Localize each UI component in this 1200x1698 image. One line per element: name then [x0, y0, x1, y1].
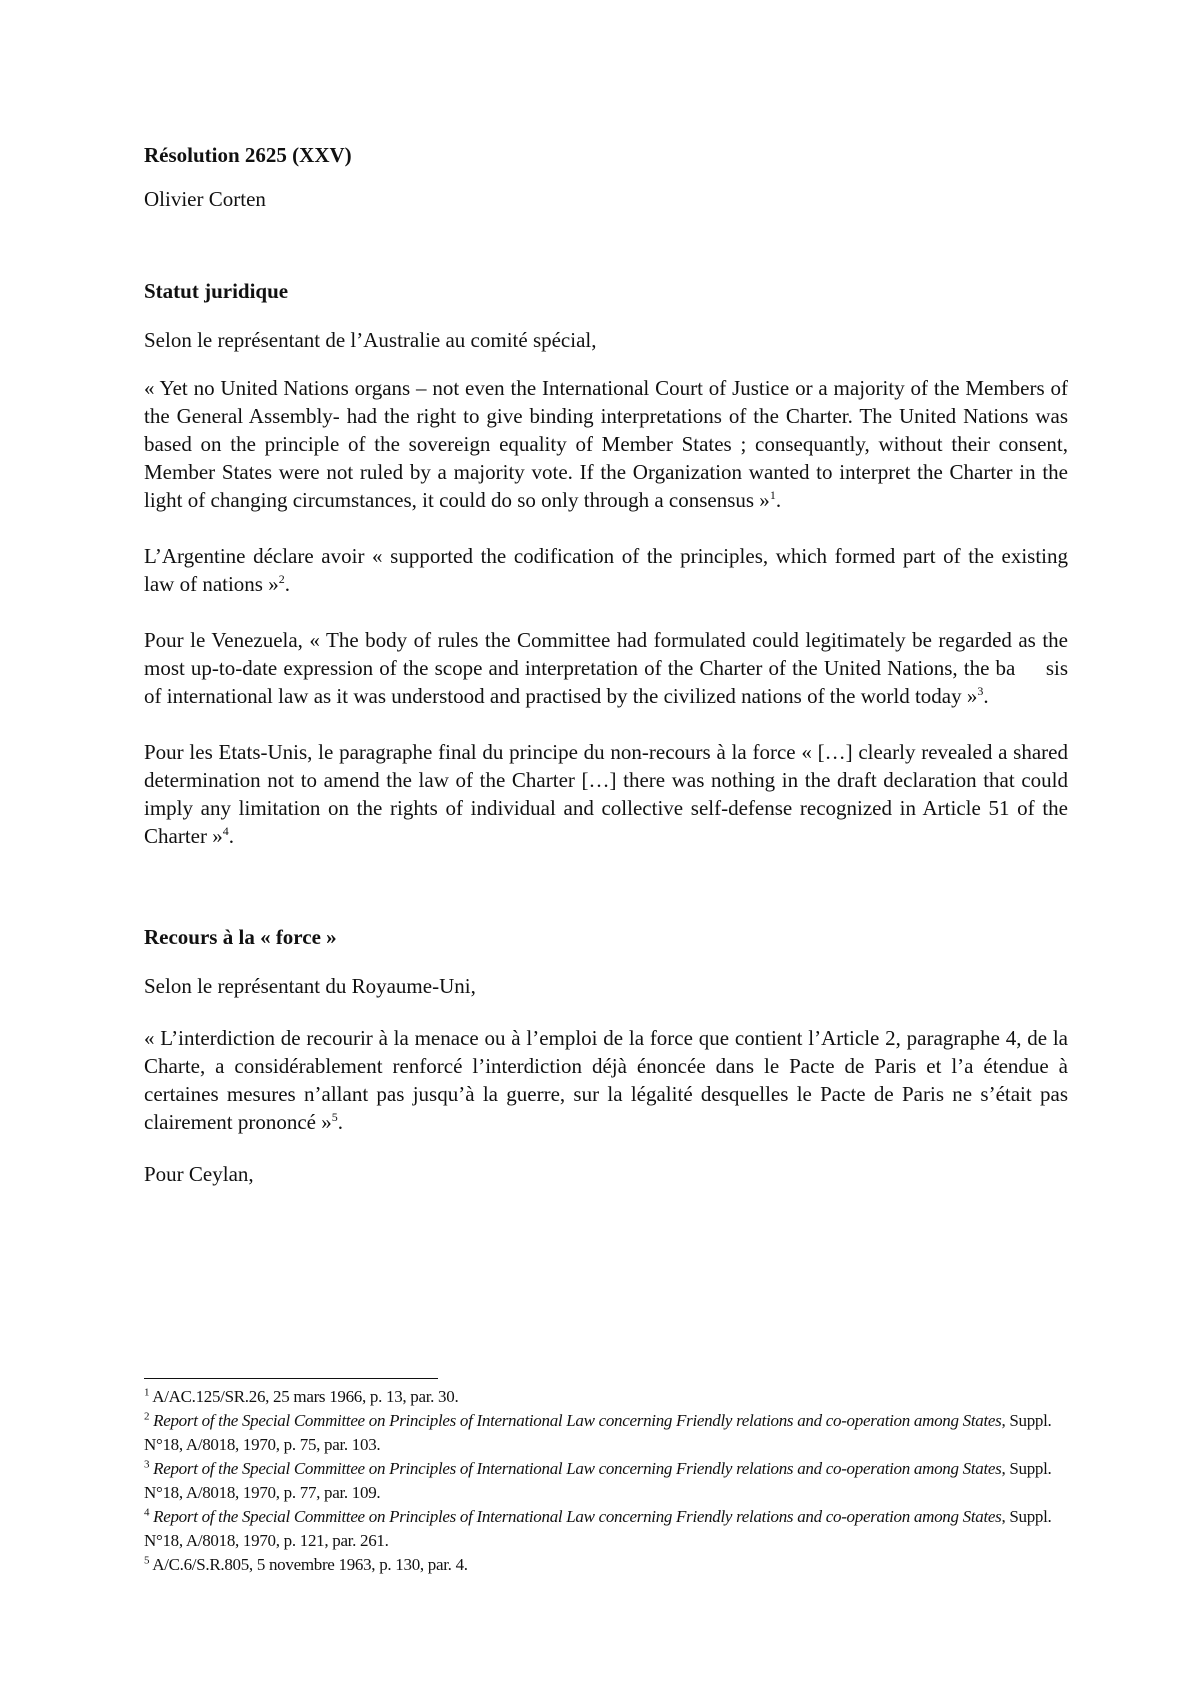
footnote-text: A/AC.125/SR.26, 25 mars 1966, p. 13, par. 30.: [149, 1387, 459, 1406]
section-heading-statut: Statut juridique: [144, 279, 289, 303]
footnotes: [144, 1378, 1068, 1577]
paragraph-australia-intro: Selon le représentant de l’Australie au comité spécial,: [144, 328, 597, 352]
paragraph-venezuela: Pour le Venezuela, « The body of rules the Committee had formulated could legitimately be regarded as the most up-to-date expression of the scope and interpretation of the Charter of the United Nations, the ba sis of international law as it was understood and practised by the civilized nations of the world today »$^3$.: [144, 628, 1074, 708]
footnote-text: , Suppl. N°18, A/8018, 1970, p. 75, par. 103.: [144, 1411, 1052, 1454]
footnote-italic-title: Report of the Special Committee on Principles of International Law concerning Friendly relations and co-operation among States: [153, 1411, 1002, 1430]
footnote-ref: 1: [769, 488, 776, 502]
paragraph-argentina: L’Argentine déclare avoir « supported the codification of the principles, which formed part of the existing law of nations »$^2$.: [144, 544, 1068, 596]
footnote-italic-title: Report of the Special Committee on Principles of International Law concerning Friendly relations and co-operation among States: [153, 1459, 1002, 1478]
footnote-1: [144, 1385, 1068, 1409]
paragraph-usa: Pour les Etats-Unis, le paragraphe final du principe du non-recours à la force « […] clearly revealed a shared determination not to amend the law of the Charter […] there was nothing in the draft declaration that could imply any limitation on the rights of individual and collective self-defense recognized in Article 51 of the Charter »$^4$.: [144, 740, 1068, 848]
paragraph-text: Pour les Etats-Unis, le paragraphe final du principe du non-recours à la force « […] clearly revealed a shared determination not to amend the law of the Charter […] there was nothing in the draft declaration that could imply any limitation on the rights of individual and collective self-defense recognized in Article 51 of the Charter »: [144, 740, 1068, 848]
footnote-number: 5: [144, 1554, 150, 1567]
footnote-number: 3: [144, 1458, 150, 1471]
paragraph-text: « Yet no United Nations organs – not even the International Court of Justice or a majority of the Members of the General Assembly- had the right to give binding interpretations of the Charter. The United Nations was based on the principle of the sovereign equality of Member States ; consequantly, without their consent, Member States were not ruled by a majority vote. If the Organization wanted to interpret the Charter in the light of changing circumstances, it could do so only through a consensus »: [144, 376, 1068, 512]
paragraph-text: Pour le Venezuela, « The body of rules the Committee had formulated could legitimately be regarded as the most up-to-date expression of the scope and interpretation of the Charter of the United Nations, the ba sis of international law as it was understood and practised by the civilized nations of the world today »: [144, 628, 1074, 708]
paragraph-text: « L’interdiction de recourir à la menace ou à l’emploi de la force que contient l’Article 2, paragraphe 4, de la Charte, a considérablement renforcé l’interdiction déjà énoncée dans le Pacte de Paris et l’a étendue à certaines mesures n’allant pas jusqu’à la guerre, sur la légalité desquelles le Pacte de Paris ne s’était pas clairement prononcé »: [144, 1026, 1068, 1134]
document-body: [144, 140, 1074, 1188]
footnote-4: [144, 1505, 1068, 1553]
footnote-italic-title: Report of the Special Committee on Principles of International Law concerning Friendly relations and co-operation among States: [153, 1507, 1002, 1526]
footnote-divider: [144, 1378, 438, 1379]
document-title: Résolution 2625 (XXV): [144, 143, 352, 167]
footnote-text: , Suppl. N°18, A/8018, 1970, p. 77, par. 109.: [144, 1459, 1052, 1502]
footnote-3: [144, 1457, 1068, 1505]
footnote-ref: 4: [222, 824, 229, 838]
footnote-ref: 2: [278, 572, 285, 586]
document-author: Olivier Corten: [144, 187, 266, 211]
paragraph-uk-quote: « L’interdiction de recourir à la menace ou à l’emploi de la force que contient l’Article 2, paragraphe 4, de la Charte, a considérablement renforcé l’interdiction déjà énoncée dans le Pacte de Paris et l’a étendue à certaines mesures n’allant pas jusqu’à la guerre, sur la légalité desquelles le Pacte de Paris ne s’était pas clairement prononcé »$^5$.: [144, 1026, 1068, 1134]
footnote-text: , Suppl. N°18, A/8018, 1970, p. 121, par. 261.: [144, 1507, 1052, 1550]
paragraph-australia-quote: « Yet no United Nations organs – not even the International Court of Justice or a majority of the Members of the General Assembly- had the right to give binding interpretations of the Charter. The United Nations was based on the principle of the sovereign equality of Member States ; consequantly, without their consent, Member States were not ruled by a majority vote. If the Organization wanted to interpret the Charter in the light of changing circumstances, it could do so only through a consensus »$^1$.: [144, 376, 1068, 512]
footnote-5: [144, 1553, 1068, 1577]
footnote-number: 2: [144, 1410, 150, 1423]
footnote-ref: 5: [331, 1110, 338, 1124]
footnote-ref: 3: [977, 684, 984, 698]
paragraph-uk-intro: Selon le représentant du Royaume-Uni,: [144, 974, 476, 998]
footnote-number: 1: [144, 1386, 150, 1399]
paragraph-text: L’Argentine déclare avoir « supported the codification of the principles, which formed part of the existing law of nations »: [144, 544, 1068, 596]
section-heading-recours: Recours à la « force »: [144, 925, 337, 949]
paragraph-ceylan: Pour Ceylan,: [144, 1162, 254, 1186]
footnote-text: A/C.6/S.R.805, 5 novembre 1963, p. 130, par. 4.: [149, 1555, 468, 1574]
footnote-2: [144, 1409, 1068, 1457]
footnote-number: 4: [144, 1506, 150, 1519]
